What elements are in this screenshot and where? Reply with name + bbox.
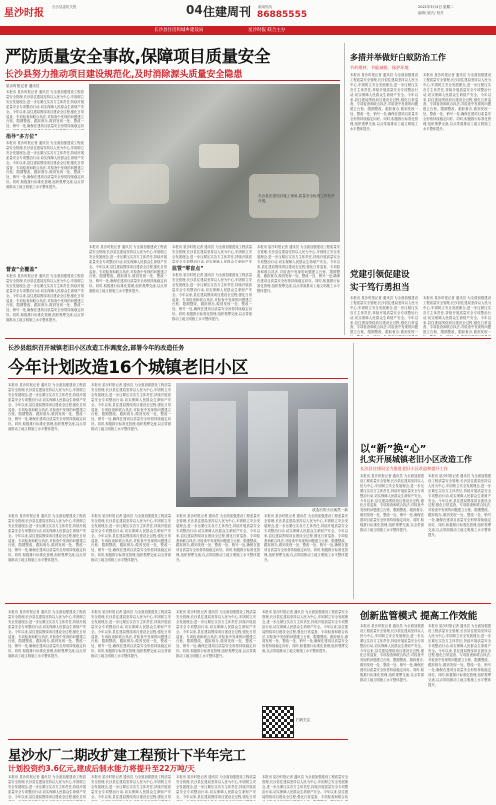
- side4-text-col2: 本报讯 星沙时报记者 通讯员 为全面加强建设工程质量安全管理,长沙县住建局坚持以人民为中心,牢固树立安全发展理念,进一步压紧压实各方主体责任,持续开展质量安全专项整治行动,切实保障人民群众生命财产安全。今年以来,县住建局围绕项目建设全过程,强化日常巡查、专项检查和联合执法,对检查中发现的问题建立台账、限期整改、跟踪督办,做到发现一处、整改一处、销号一处,确保在建项目质量安全形势持续稳定向好。同时,积极推行标准化管理,组织观摩交流,以点带面推动工地文明施工水平整体提升。: [428, 624, 491, 687]
- masthead-bar: [0, 26, 496, 35]
- side4-headline: 创新监管模式 提高工作效能: [360, 611, 478, 622]
- oldtown-text-col2b: 本报讯 星沙时报记者 通讯员 为全面加强建设工程质量安全管理,长沙县住建局坚持以人民为中心,牢固树立安全发展理念,进一步压紧压实各方主体责任,持续开展质量安全专项整治行动,切实保障人民群众生命财产安全。今年以来,县住建局围绕项目建设全过程,强化日常巡查、专项检查和联合执法,对检查中发现的问题建立台账、限期整改、跟踪督办,做到发现一处、整改一处、销号一处,确保在建项目质量安全形势持续稳定向好。同时,积极推行标准化管理,组织观摩交流,以点带面推动工地文明施工水平整体提升。: [91, 514, 171, 563]
- qr-code-icon: [262, 706, 294, 738]
- masthead-motto2: 星沙时报 联合主办: [248, 28, 286, 33]
- lead-section1: 指导“多方位”: [6, 134, 38, 140]
- side2-headline2: 实干笃行勇担当: [350, 283, 410, 293]
- page-number: 04: [186, 3, 203, 17]
- oldtown-rule: [8, 378, 348, 379]
- bottom-text-col4: 本报讯 星沙时报记者 通讯员 为全面加强建设工程质量安全管理,长沙县住建局坚持以人民为中心,牢固树立安全发展理念,进一步压紧压实各方主体责任,持续开展质量安全专项整治行动,切实保障人民群众生命财产安全。今年以来,县住建局围绕项目建设全过程,强化日常巡查、专项检查和联合执法,对检查中发现的问题建立台账、限期整改、跟踪督办,做到发现一处、整改一处、销号一处,确保在建项目质量安全形势持续稳定向好。同时,积极推行标准化管理,组织观摩交流,以点带面推动工地文明施工水平整体提升。: [262, 610, 348, 654]
- bottom-text-col4b: 本报讯 星沙时报记者 通讯员 为全面加强建设工程质量安全管理,长沙县住建局坚持以人民为中心,牢固树立安全发展理念,进一步压紧压实各方主体责任,持续开展质量安全专项整治行动,切实保障人民群众生命财产安全。今年以来,县住建局围绕项目建设全过程,强化日常巡查、专项检查和联合执: [262, 775, 348, 799]
- side4-text-col1: 本报讯 星沙时报记者 通讯员 为全面加强建设工程质量安全管理,长沙县住建局坚持以人民为中心,牢固树立安全发展理念,进一步压紧压实各方主体责任,持续开展质量安全专项整治行动,切实保障人民群众生命财产安全。今年以来,县住建局围绕项目建设全过程,强化日常巡查、专项检查和联合执法,对检查中发现的问题建立台账、限期整改、跟踪督办,做到发现一处、整改一处、销号一处,确保在建项目质量安全形势持续稳定向好。同时,积极推行标准化管理,组织观摩交流,以点带面推动工地文明施工水平整体提升。: [360, 624, 424, 682]
- hotline-number: 86885555: [257, 10, 308, 20]
- lead-photo-caption: 长沙县在建项目施工现场,质量安全检查工作有序开展。: [258, 194, 335, 203]
- bottom-rule: [8, 739, 348, 740]
- oldtown-photo-caption: 改造后的小区焕然一新: [312, 508, 348, 512]
- oldtown-text-col3: 本报讯 星沙时报记者 通讯员 为全面加强建设工程质量安全管理,长沙县住建局坚持以人民为中心,牢固树立安全发展理念,进一步压紧压实各方主体责任,持续开展质量安全专项整治行动,切实保障人民群众生命财产安全。今年以来,县住建局围绕项目建设全过程,强化日常巡查、专项检查和联合执法,对检查中发现的问题建立台账、限期整改、跟踪督办,做到发现一处、整改一处、销号一处,确保在建项目质量安全形势持续稳定向好。同时,积极推行标准化管理,组织观摩交流,以点带面推动工地文明施工水平整体提升。: [176, 514, 260, 563]
- bottom-subhead: 计划投资约3.6亿元,建成后制水能力将提升至22万吨/天: [8, 764, 195, 773]
- lead-text-col3a: 本报讯 星沙时报记者 通讯员 为全面加强建设工程质量安全管理,长沙县住建局坚持以人民为中心,牢固树立安全发展理念,进一步压紧压实各方主体责任,持续开展质量安全专项整治行动,切实保障人民群众生命财产安: [172, 245, 252, 263]
- bottom-text-col1: 本报讯 星沙时报记者 通讯员 为全面加强建设工程质量安全管理,长沙县住建局坚持以人民为中心,牢固树立安全发展理念,进一步压紧压实各方主体责任,持续开展质量安全专项整治行动,切实保障人民群众生命财产安全。今年以来,县住建局围绕项目建设全过程,强化日常巡查、专项检查和联合执法,对检查中发现的问题建立台账、限期整改、跟踪督办,做到发现一处、整改一处、销号一处,确保在建项目质量安全形势持续稳定向好。同时,积极推行标准化管理,组织观摩交流,以点带面推动工地文明施工水平整体提升。: [8, 610, 86, 659]
- editors-line: 编辑/ 版式/ 校对: [418, 11, 444, 15]
- side1-headline: 多措并举做好白蚁防治工作: [350, 53, 446, 62]
- side3-headline2: 扎实开展城镇老旧小区改造工作: [360, 455, 472, 464]
- oldtown-photo: [176, 383, 348, 507]
- bottom-text-col1b: 本报讯 星沙时报记者 通讯员 为全面加强建设工程质量安全管理,长沙县住建局坚持以人民为中心,牢固树立安全发展理念,进一步压紧压实各方主体责任,持续开展质量安全专项整治行动,切实保障人民群众生命财产安全。今年以来,县住建局围绕项目建设全过程,强化日常: [8, 775, 86, 799]
- oldtown-text-col1b: 本报讯 星沙时报记者 通讯员 为全面加强建设工程质量安全管理,长沙县住建局坚持以人民为中心,牢固树立安全发展理念,进一步压紧压实各方主体责任,持续开展质量安全专项整治行动,切实保障人民群众生命财产安全。今年以来,县住建局围绕项目建设全过程,强化日常巡查、专项检查和联合执法,对检查中发现的问题建立台账、限期整改、跟踪督办,做到发现一处、整改一处、销号一处,确保在建项目质量安全形势持续稳定向好。同时,积极推行标准化管理,组织观摩交流,以点带面推动工地文明施工水平整体提升。: [8, 514, 86, 563]
- lead-photo: [89, 84, 340, 242]
- bottom-headline: 星沙水厂二期改扩建工程预计下半年完工: [8, 748, 246, 764]
- lead-byline: 星沙时报记者 通讯员: [6, 84, 40, 88]
- side2-headline: 党建引领促建设: [350, 270, 410, 280]
- section-rule-1: [5, 338, 491, 339]
- lead-text-col4: 本报讯 星沙时报记者 通讯员 为全面加强建设工程质量安全管理,长沙县住建局坚持以人民为中心,牢固树立安全发展理念,进一步压紧压实各方主体责任,持续开展质量安全专项整治行动,切实保障人民群众生命财产安全。今年以来,县住建局围绕项目建设全过程,强化日常巡查、专项检查和联合执法,对检查中发现的问题建立台账、限期整改、跟踪督办,做到发现一处、整改一处、销号一处,确保在建项目质量安全形势持续稳定向好。同时,积极推行标准化管理,组织观摩交流,以点带面推动工地文明施工水平整体提升。: [257, 245, 340, 294]
- oldtown-text-col2: 本报讯 星沙时报记者 通讯员 为全面加强建设工程质量安全管理,长沙县住建局坚持以人民为中心,牢固树立安全发展理念,进一步压紧压实各方主体责任,持续开展质量安全专项整治行动,切实保障人民群众生命财产安全。今年以来,县住建局围绕项目建设全过程,强化日常巡查、专项检查和联合执法,对检查中发现的问题建立台账、限期整改、跟踪督办,做到发现一处、整改一处、销号一处,确保在建项目质量安全形势持续稳定向好。同时,积极推行标准化管理,组织观摩交流,以点带面推动工地文明施工水平整体提升。: [91, 383, 171, 432]
- lead-section2: 监管“零盲点”: [172, 266, 204, 272]
- qr-caption: 扫码关注: [296, 718, 311, 722]
- lead-text-col3b: 本报讯 星沙时报记者 通讯员 为全面加强建设工程质量安全管理,长沙县住建局坚持以人民为中心,牢固树立安全发展理念,进一步压紧压实各方主体责任,持续开展质量安全专项整治行动,切实保障人民群众生命财产安全。今年以来,县住建局围绕项目建设全过程,强化日常巡查、专项检查和联合执法,对检查中发现的问题建立台账、限期整改、跟踪督办,做到发现一处、整改一处、销号一处,确保在建项目质量安全形势持续稳定向好。同时,积极推行标准化管理,组织观摩交流,以点带面推动工地文明施工水平整体提升。: [172, 273, 252, 322]
- lead-section3: 督查“全覆盖”: [6, 267, 38, 273]
- bottom-text-col2: 本报讯 星沙时报记者 通讯员 为全面加强建设工程质量安全管理,长沙县住建局坚持以人民为中心,牢固树立安全发展理念,进一步压紧压实各方主体责任,持续开展质量安全专项整治行动,切实保障人民群众生命财产安全。今年以来,县住建局围绕项目建设全过程,强化日常巡查、专项检查和联合执法,对检查中发现的问题建立台账、限期整改、跟踪督办,做到发现一处、整改一处、销号一处,确保在建项目质量安全形势持续稳定向好。同时,积极推行标准化管理,组织观摩交流,以点带面推动工地文明施工水平整体提升。: [91, 610, 171, 659]
- oldtown-text-col1: 本报讯 星沙时报记者 通讯员 为全面加强建设工程质量安全管理,长沙县住建局坚持以人民为中心,牢固树立安全发展理念,进一步压紧压实各方主体责任,持续开展质量安全专项整治行动,切实保障人民群众生命财产安全。今年以来,县住建局围绕项目建设全过程,强化日常巡查、专项检查和联合执法,对检查中发现的问题建立台账、限期整改、跟踪督办,做到发现一处、整改一处、销号一处,确保在建项目质量安全形势持续稳定向好。同时,积极推行标准化管理,组织观摩交流,以点带面推动工地文明施工水平整体提升。: [8, 383, 86, 432]
- bottom-text-col2b: 本报讯 星沙时报记者 通讯员 为全面加强建设工程质量安全管理,长沙县住建局坚持以人民为中心,牢固树立安全发展理念,进一步压紧压实各方主体责任,持续开展质量安全专项整治行动,切实保障人民群众生命财产安全。今年以来,县住建局围绕项目建设全过程,强化日常: [91, 775, 171, 799]
- section-rule-2: [5, 603, 491, 604]
- lead-text-col2: 本报讯 星沙时报记者 通讯员 为全面加强建设工程质量安全管理,长沙县住建局坚持以人民为中心,牢固树立安全发展理念,进一步压紧压实各方主体责任,持续开展质量安全专项整治行动,切实保障人民群众生命财产安全。今年以来,县住建局围绕项目建设全过程,强化日常巡查、专项检查和联合执法,对检查中发现的问题建立台账、限期整改、跟踪督办,做到发现一处、整改一处、销号一处,确保在建项目质量安全形势持续稳定向好。同时,积极推行标准化管理,组织观摩交流,以点带面推动工地文明施工水平整体提升。: [89, 245, 167, 294]
- side3-text-col2: 本报讯 星沙时报记者 通讯员 为全面加强建设工程质量安全管理,长沙县住建局坚持以人民为中心,牢固树立安全发展理念,进一步压紧压实各方主体责任,持续开展质量安全专项整治行动,切实保障人民群众生命财产安全。今年以来,县住建局围绕项目建设全过程,强化日常巡查、专项检查和联合执法,对检查中发现的问题建立台账、限期整改、跟踪督办,做到发现一处、整改一处、销号一处,确保在建项目质量安全形势持续稳定向好。同时,积极推行标准化管理,组织观摩交流,以点带面推动工地文明施工水平整体提升。: [428, 474, 491, 537]
- side2-text-col1: 本报讯 星沙时报记者 通讯员 为全面加强建设工程质量安全管理,长沙县住建局坚持以人民为中心,牢固树立安全发展理念,进一步压紧压实各方主体责任,持续开展质量安全专项整治行动,切实保障人民群众生命财产安全。今年以来,县住建局围绕项目建设全过程,强化日常巡查、专项检查和联合执法,对检查中发现的问题建立台账、限期整改、跟踪督办,做到发现一: [350, 296, 418, 335]
- lead-subhead: 长沙县努力推动项目建设规范化,及时消除源头质量安全隐患: [5, 70, 243, 80]
- lead-text-col1: 本报讯 星沙时报记者 通讯员 为全面加强建设工程质量安全管理,长沙县住建局坚持以人民为中心,牢固树立安全发展理念,进一步压紧压实各方主体责任,持续开展质量安全专项整治行动,切实保障人民群众生命财产安全。今年以来,县住建局围绕项目建设全过程,强化日常巡查、专项检查和联合执法,对检查中发现的问题建立台账、限期整改、跟踪督办,做到发现一处、整改一处、销号一处,确保在建项目质量安全形势持续稳定向好。同时,积极推行标准化管理,组织观摩交流,以点带面推动工地文明施工水平整体提升。: [6, 141, 84, 190]
- oldtown-headline: 今年计划改造16个城镇老旧小区: [8, 358, 249, 378]
- hotline-label: 新闻热线: [258, 5, 272, 9]
- side1-text-col1: 本报讯 星沙时报记者 通讯员 为全面加强建设工程质量安全管理,长沙县住建局坚持以人民为中心,牢固树立安全发展理念,进一步压紧压实各方主体责任,持续开展质量安全专项整治行动,切实保障人民群众生命财产安全。今年以来,县住建局围绕项目建设全过程,强化日常巡查、专项检查和联合执法,对检查中发现的问题建立台账、限期整改、跟踪督办,做到发现一处、整改一处、销号一处,确保在建项目质量安全形势持续稳定向好。同时,积极推行标准化管理,组织观摩交流,以点带面推动工地文明施工水平整体提升。: [350, 73, 418, 131]
- masthead-logo-sub: 长沙县委机关报: [52, 5, 77, 9]
- column-divider: [344, 43, 345, 335]
- side2-text-col2: 本报讯 星沙时报记者 通讯员 为全面加强建设工程质量安全管理,长沙县住建局坚持以人民为中心,牢固树立安全发展理念,进一步压紧压实各方主体责任,持续开展质量安全专项整治行动,切实保障人民群众生命财产安全。今年以来,县住建局围绕项目建设全过程,强化日常巡查、专项检查和联合执法,对检查中发现的问题建立台账、限期整改、跟踪督办,做到发现一: [423, 296, 491, 335]
- side1-subhead: 节约建材、节能减排、保护环境: [350, 65, 409, 70]
- lead-rule: [5, 80, 340, 81]
- section-title: 住建周刊: [203, 5, 252, 19]
- oldtown-text-col4: 本报讯 星沙时报记者 通讯员 为全面加强建设工程质量安全管理,长沙县住建局坚持以人民为中心,牢固树立安全发展理念,进一步压紧压实各方主体责任,持续开展质量安全专项整治行动,切实保障人民群众生命财产安全。今年以来,县住建局围绕项目建设全过程,强化日常巡查、专项检查和联合执法,对检查中发现的问题建立台账、限期整改、跟踪督办,做到发现一处、整改一处、销号一处,确保在建项目质量安全形势持续稳定向好。同时,积极推行标准化管理,组织观摩交流,以点带面推动工地文明施工水平整体提升。: [264, 514, 348, 563]
- lead-text-col1b: 本报讯 星沙时报记者 通讯员 为全面加强建设工程质量安全管理,长沙县住建局坚持以人民为中心,牢固树立安全发展理念,进一步压紧压实各方主体责任,持续开展质量安全专项整治行动,切实保障人民群众生命财产安全。今年以来,县住建局围绕项目建设全过程,强化日常巡查、专项检查和联合执法,对检查中发现的问题建立台账、限期整改、跟踪督办,做到发现一处、整改一处、销号一处,确保在建项目质量安全形势持续稳定向好。同时,积极推行标准化管理,组织观摩交流,以点带面推动工地文明施工水平整体提升。: [6, 274, 84, 323]
- bottom-text-col3b: 本报讯 星沙时报记者 通讯员 为全面加强建设工程质量安全管理,长沙县住建局坚持以人民为中心,牢固树立安全发展理念,进一步压紧压实各方主体责任,持续开展质量安全专项整治行动,切实保障人民群众生命财产安全。今年以来,县住建局围绕项目建设全过程,强化日常: [176, 775, 256, 799]
- masthead-motto: 长沙县住房和城乡建设局: [154, 28, 204, 33]
- side3-headline: 以“新”换“心”: [360, 444, 427, 455]
- masthead-logo: 星沙时报: [4, 8, 44, 19]
- side1-text-col2: 本报讯 星沙时报记者 通讯员 为全面加强建设工程质量安全管理,长沙县住建局坚持以人民为中心,牢固树立安全发展理念,进一步压紧压实各方主体责任,持续开展质量安全专项整治行动,切实保障人民群众生命财产安全。今年以来,县住建局围绕项目建设全过程,强化日常巡查、专项检查和联合执法,对检查中发现的问题建立台账、限期整改、跟踪督办,做到发现一处、整改一处、销号一处,确保在建项目质量安全形势持续稳定向好。同时,积极推行标准化管理,组织观摩交流,以点带面推动工地文明施工水平整体提升。: [423, 73, 491, 131]
- bottom-text-col3: 本报讯 星沙时报记者 通讯员 为全面加强建设工程质量安全管理,长沙县住建局坚持以人民为中心,牢固树立安全发展理念,进一步压紧压实各方主体责任,持续开展质量安全专项整治行动,切实保障人民群众生命财产安全。今年以来,县住建局围绕项目建设全过程,强化日常巡查、专项检查和联合执法,对检查中发现的问题建立台账、限期整改、跟踪督办,做到发现一处、整改一处、销号一处,确保在建项目质量安全形势持续稳定向好。同时,积极推行标准化管理,组织观摩交流,以点带面推动工地文明施工水平整体提升。: [176, 610, 256, 659]
- lead-headline: 严防质量安全事故,保障项目质量安全: [5, 47, 271, 66]
- side3-subhead: 长沙县住建局全力推进老旧小区改造和提升工作: [360, 466, 448, 471]
- issue-date: 2021年5月4日 星期二: [418, 5, 454, 9]
- oldtown-kicker: 长沙县组织召开城镇老旧小区改造工作调度会,部署今年的改造任务: [8, 345, 185, 352]
- column-divider-2: [353, 343, 354, 599]
- side3-text-col1: 本报讯 星沙时报记者 通讯员 为全面加强建设工程质量安全管理,长沙县住建局坚持以人民为中心,牢固树立安全发展理念,进一步压紧压实各方主体责任,持续开展质量安全专项整治行动,切实保障人民群众生命财产安全。今年以来,县住建局围绕项目建设全过程,强化日常巡查、专项检查和联合执法,对检查中发现的问题建立台账、限期整改、跟踪督办,做到发现一处、整改一处、销号一处,确保在建项目质量安全形势持续稳定向好。同时,积极推行标准化管理,组织观摩交流,以点带面推动工地文明施工水平整体提升。: [360, 474, 424, 532]
- lead-text-intro: 本报讯 星沙时报记者 通讯员 为全面加强建设工程质量安全管理,长沙县住建局坚持以人民为中心,牢固树立安全发展理念,进一步压紧压实各方主体责任,持续开展质量安全专项整治行动,切实保障人民群众生命财产安全。今年以来,县住建局围绕项目建设全过程,强化日常巡查、专项检查和联合执法,对检查中发现的问题建立台账、限期整改、跟踪督办,做到发现一处、整改一处、销号一处,确保在建项目质量安全形势持续稳定向: [6, 90, 84, 129]
